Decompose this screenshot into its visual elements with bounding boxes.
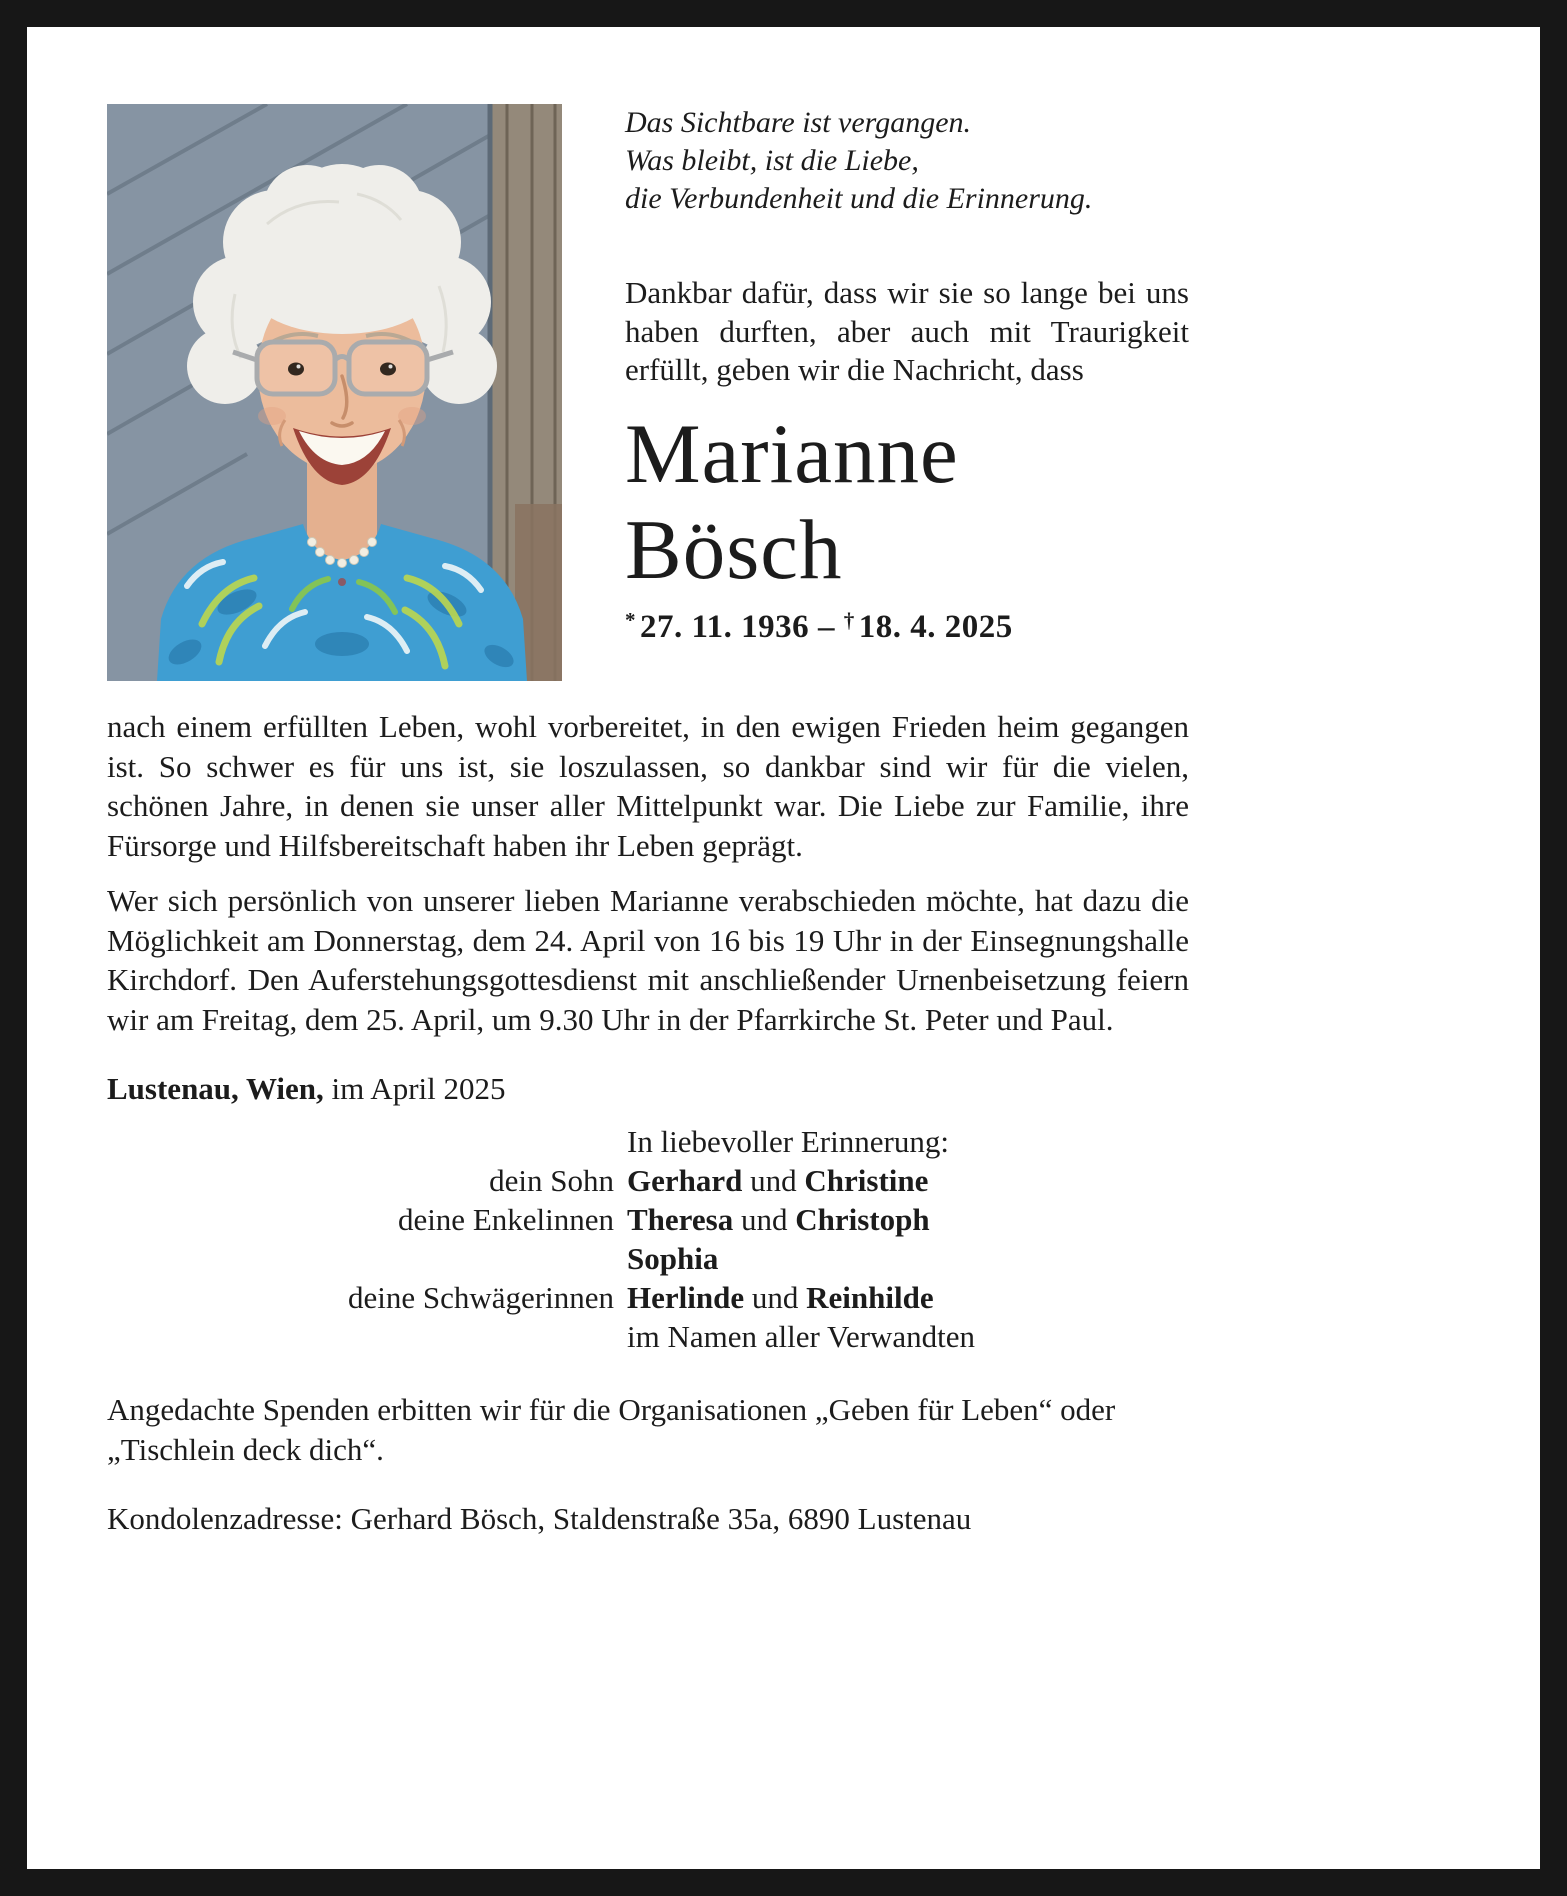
donations-paragraph: Angedachte Spenden erbitten wir für die Organisationen „Geben für Leben“ oder „Tischlein deck dich“. bbox=[107, 1392, 1116, 1467]
dateline-date: im April 2025 bbox=[331, 1071, 506, 1106]
dates-separator: – bbox=[817, 608, 835, 645]
body-paragraph-1: nach einem erfüllten Leben, wohl vorbereitet, in den ewigen Frieden heim gegangen ist. So schwer es für uns ist, sie loszulassen, so dankbar sind wir für die vielen, schönen Jahre, in denen sie unser aller Mittelpunkt war. Die Liebe zur Familie, ihre Fürsorge und Hilfsbereitschaft haben ihr Leben geprägt. bbox=[107, 709, 1189, 863]
deceased-first-name: Marianne bbox=[625, 406, 959, 501]
life-dates bbox=[625, 608, 1189, 646]
announcement-column bbox=[625, 104, 1189, 681]
relative-name: Christine bbox=[804, 1163, 929, 1198]
remembrance-block bbox=[107, 1122, 1189, 1356]
remembrance-row bbox=[107, 1161, 1189, 1200]
epigraph-line: die Verbundenheit und die Erinnerung. bbox=[625, 182, 1093, 215]
conjunction: und bbox=[751, 1280, 799, 1315]
body-paragraph-2: Wer sich persönlich von unserer lieben Marianne verabschieden möchte, hat dazu die Möglichkeit am Donnerstag, dem 24. April von 16 bis 19 Uhr in der Einsegnungshalle Kirchdorf. Den Auferstehungsgottesdienst mit anschließender Urnenbeisetzung feiern wir am Freitag, dem 25. April, um 9.30 Uhr in der Pfarrkirche St. Peter und Paul. bbox=[107, 883, 1189, 1037]
dateline-places: Lustenau, Wien, bbox=[107, 1071, 324, 1106]
relative-name: Herlinde bbox=[627, 1280, 745, 1315]
obituary-sheet bbox=[27, 27, 1540, 1869]
relative-name: Gerhard bbox=[627, 1163, 743, 1198]
relative-names bbox=[627, 1161, 928, 1200]
relative-name: Theresa bbox=[627, 1202, 734, 1237]
remembrance-heading: In liebevoller Erinnerung: bbox=[627, 1124, 949, 1159]
condolence-address: Kondolenzadresse: Gerhard Bösch, Staldenstraße 35a, 6890 Lustenau bbox=[107, 1501, 972, 1536]
portrait-photo bbox=[107, 104, 562, 681]
relative-role: deine Schwägerinnen bbox=[348, 1280, 614, 1315]
relative-names bbox=[627, 1200, 930, 1239]
portrait-illustration bbox=[107, 104, 562, 681]
relative-role bbox=[107, 1239, 614, 1278]
conjunction: und bbox=[740, 1202, 788, 1237]
obituary-body bbox=[107, 707, 1189, 1039]
death-date: 18. 4. 2025 bbox=[858, 608, 1013, 645]
dateline bbox=[107, 1069, 1189, 1108]
relative-names bbox=[627, 1278, 934, 1317]
birth-date: 27. 11. 1936 bbox=[640, 608, 810, 645]
remembrance-closing: im Namen aller Verwandten bbox=[627, 1319, 976, 1354]
relative-role: dein Sohn bbox=[489, 1163, 614, 1198]
birth-symbol: * bbox=[625, 607, 636, 632]
epigraph-line: Was bleibt, ist die Liebe, bbox=[625, 144, 919, 177]
death-symbol: † bbox=[843, 607, 855, 632]
relative-name: Christoph bbox=[795, 1202, 930, 1237]
remembrance-row bbox=[107, 1239, 1189, 1278]
top-section bbox=[107, 104, 1189, 681]
relative-name: Sophia bbox=[627, 1241, 719, 1276]
deceased-last-name: Bösch bbox=[625, 502, 843, 597]
remembrance-row bbox=[107, 1200, 1189, 1239]
conjunction: und bbox=[750, 1163, 797, 1198]
relative-names bbox=[627, 1239, 718, 1278]
deceased-name bbox=[625, 406, 1189, 598]
epigraph bbox=[625, 104, 1189, 218]
announcement-intro: Dankbar dafür, dass wir sie so lange bei uns haben durften, aber auch mit Traurigkeit erfüllt, geben wir die Nachricht, dass bbox=[625, 275, 1189, 387]
epigraph-line: Das Sichtbare ist vergangen. bbox=[625, 106, 972, 139]
relative-role: deine Enkelinnen bbox=[397, 1202, 614, 1237]
relative-name: Reinhilde bbox=[806, 1280, 934, 1315]
remembrance-row bbox=[107, 1278, 1189, 1317]
obituary-content bbox=[107, 104, 1189, 1538]
